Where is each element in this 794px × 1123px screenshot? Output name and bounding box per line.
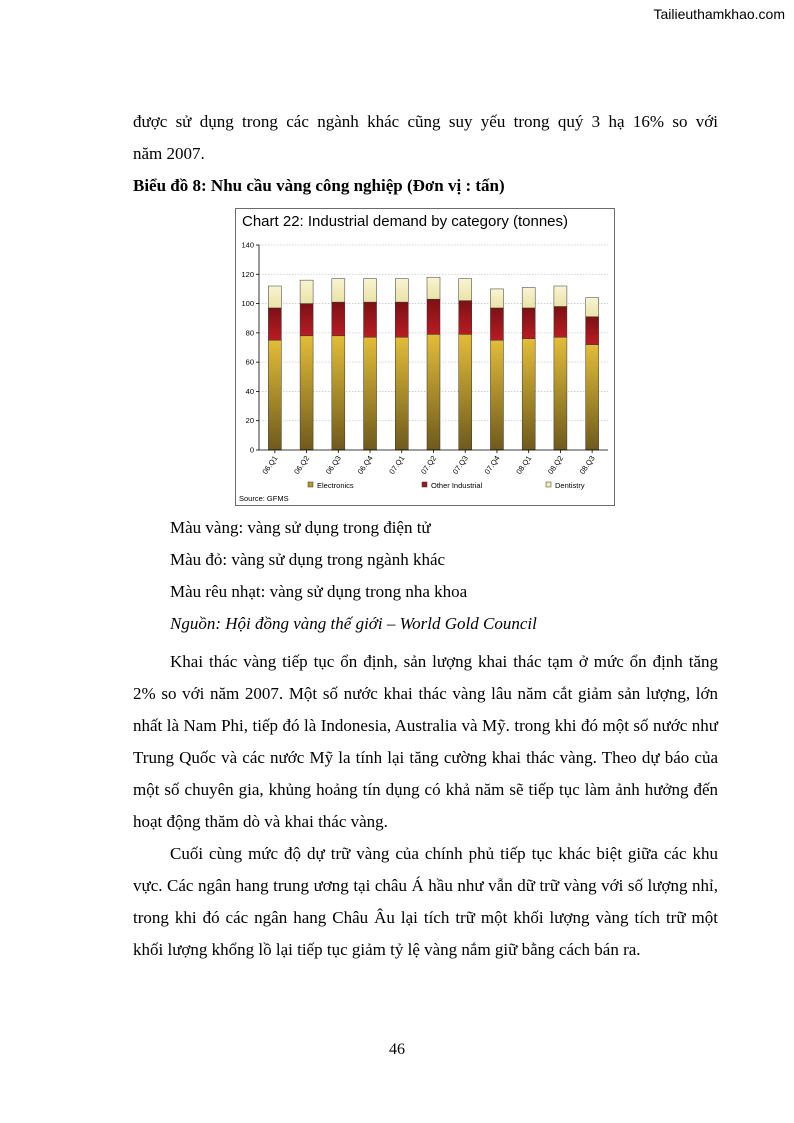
- bar-segment-electronics: [268, 340, 281, 450]
- bar-segment-dentistry: [554, 286, 567, 307]
- y-tick-label: 60: [245, 357, 254, 367]
- legend-swatch: [546, 482, 551, 487]
- bar-segment-other-industrial: [459, 301, 472, 335]
- chart-source: Source: GFMS: [239, 494, 289, 503]
- legend-note-electronics: Màu vàng: vàng sử dụng trong điện tử: [170, 518, 431, 537]
- legend-note-other: Màu đỏ: vàng sử dụng trong ngành khác: [170, 550, 446, 569]
- bar-segment-electronics: [586, 345, 599, 450]
- bar-segment-electronics: [395, 337, 408, 450]
- y-tick-label: 0: [249, 445, 254, 455]
- x-tick-label: 06.Q1: [260, 453, 280, 476]
- bar-segment-dentistry: [427, 277, 440, 299]
- x-tick-label: 07.Q3: [450, 453, 470, 476]
- x-tick-label: 07.Q4: [482, 453, 502, 476]
- legend-label: Electronics: [317, 481, 354, 490]
- y-tick-label: 40: [245, 386, 254, 396]
- bar-segment-electronics: [554, 337, 567, 450]
- legend-swatch: [422, 482, 427, 487]
- bar-segment-dentistry: [490, 289, 503, 308]
- y-tick-label: 20: [245, 416, 254, 426]
- x-tick-label: 06.Q3: [323, 453, 343, 476]
- bar-segment-other-industrial: [395, 302, 408, 337]
- legend-label: Other Industrial: [431, 481, 483, 490]
- x-tick-label: 06.Q2: [292, 453, 312, 476]
- bar-segment-dentistry: [268, 286, 281, 308]
- y-tick-label: 140: [241, 240, 254, 250]
- y-tick-label: 80: [245, 328, 254, 338]
- x-tick-label: 08.Q2: [545, 453, 566, 476]
- bar-segment-other-industrial: [522, 308, 535, 339]
- bar-segment-electronics: [522, 339, 535, 450]
- bar-segment-dentistry: [332, 279, 345, 302]
- bar-segment-electronics: [427, 334, 440, 450]
- intro-line-1: được sử dụng trong các ngành khác cũng suy yếu trong quý 3 hạ 16% so với: [133, 112, 718, 131]
- paragraph-gold-reserves: Cuối cùng mức độ dự trữ vàng của chính phủ tiếp tục khác biệt giữa các khu vực. Các ngân hang trung ương tại châu Á hầu như vẫn dữ trữ vàng với số lượng nhỉ, trong khi đó các ngân hang Châu Âu lại tích trữ một khối lượng vàng tích trữ một khối lượng khổng lồ lại tiếp tục giảm tỷ lệ vàng nắm giữ bằng cách bán ra.: [133, 844, 718, 959]
- bar-segment-other-industrial: [268, 308, 281, 340]
- legend-label: Dentistry: [555, 481, 585, 490]
- bar-segment-other-industrial: [332, 302, 345, 336]
- bar-segment-dentistry: [459, 279, 472, 301]
- y-tick-label: 120: [241, 269, 254, 279]
- x-tick-label: 08.Q3: [577, 453, 597, 476]
- chart-title: Chart 22: Industrial demand by category (tonnes): [242, 213, 569, 230]
- bar-segment-other-industrial: [364, 302, 377, 337]
- x-tick-label: 06.Q4: [355, 453, 375, 476]
- legend-note-dentistry: Màu rêu nhạt: vàng sử dụng trong nha khoa: [170, 582, 468, 601]
- x-tick-label: 08.Q1: [514, 453, 534, 476]
- chart-container: [235, 208, 615, 506]
- bar-segment-other-industrial: [586, 317, 599, 345]
- bar-segment-electronics: [332, 336, 345, 450]
- y-tick-label: 100: [241, 299, 254, 309]
- bar-segment-other-industrial: [554, 307, 567, 338]
- bar-segment-dentistry: [364, 279, 377, 302]
- bar-segment-electronics: [364, 337, 377, 450]
- stacked-bar-chart: [236, 209, 614, 505]
- bar-segment-other-industrial: [427, 299, 440, 334]
- bar-segment-dentistry: [395, 279, 408, 302]
- legend-swatch: [308, 482, 313, 487]
- x-tick-label: 07.Q1: [387, 453, 407, 476]
- bar-segment-other-industrial: [300, 304, 313, 336]
- bar-segment-electronics: [490, 340, 503, 450]
- figure-caption: Biểu đồ 8: Nhu cầu vàng công nghiệp (Đơn vị : tấn): [133, 176, 505, 195]
- bar-segment-electronics: [459, 334, 472, 450]
- source-note: Nguồn: Hội đồng vàng thế giới – World Gold Council: [170, 614, 537, 633]
- intro-line-2: năm 2007.: [133, 144, 205, 163]
- bar-segment-other-industrial: [490, 308, 503, 340]
- bar-segment-electronics: [300, 336, 313, 450]
- page-number: 46: [389, 1041, 405, 1058]
- bar-segment-dentistry: [522, 287, 535, 308]
- x-tick-label: 07.Q2: [419, 453, 439, 476]
- paragraph-gold-mining: Khai thác vàng tiếp tục ổn định, sản lượng khai thác tạm ở mức ổn định tăng 2% so với năm 2007. Một số nước khai thác vàng lâu năm cắt giảm sản lượng, lớn nhất là Nam Phi, tiếp đó là Indonesia, Australia và Mỹ. trong khi đó một số nước như Trung Quốc và các nước Mỹ la tính lại tăng cường khai thác vàng. Theo dự báo của một số chuyên gia, khủng hoảng tín dụng có khả năm sẽ tiếp tục làm ảnh hưởng đến hoạt động thăm dò và khai thác vàng.: [133, 652, 718, 831]
- bar-segment-dentistry: [300, 280, 313, 303]
- watermark: Tailieuthamkhao.com: [653, 6, 785, 22]
- bar-segment-dentistry: [586, 298, 599, 317]
